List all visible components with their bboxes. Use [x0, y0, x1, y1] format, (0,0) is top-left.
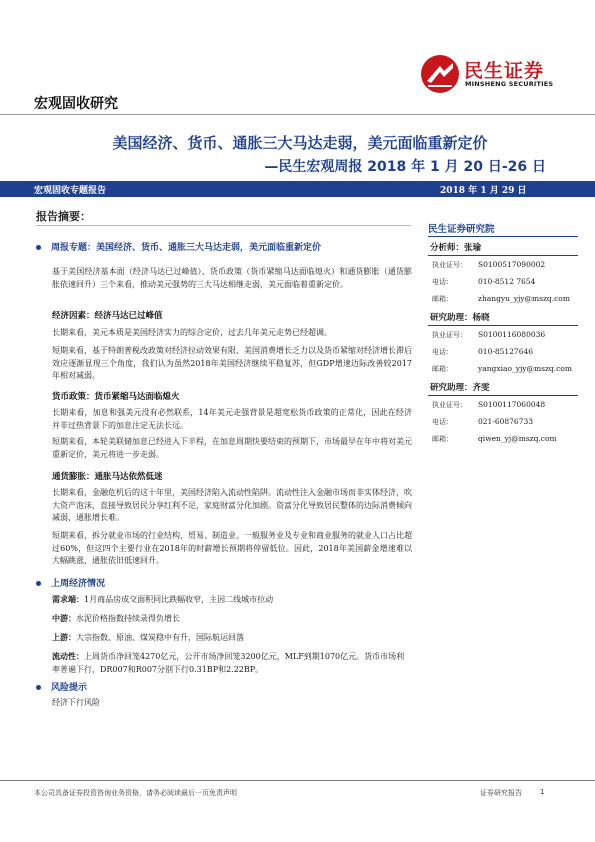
assistant-1-divider — [428, 325, 578, 326]
summary-heading: 报告摘要： — [36, 210, 91, 223]
report-subtitle: —民生宏观周报 2018 年 1 月 20 日-26 日 — [264, 159, 546, 175]
midstream-key: 中游： — [52, 613, 76, 623]
bullet-dot-icon — [36, 245, 41, 250]
inflation-paragraph-1: 长期来看，金融危机后的这十年里，美国经济陷入流动性陷阱。流动性注入金融市场而非实体经济，吹大资产泡沫，直接导致居民分享红利不足，家庭财富分化加剧。资富分化导致居民整体的边际消费倾向减弱，通胀增长难。 — [52, 488, 412, 522]
upstream-key: 上游： — [52, 632, 76, 642]
liquidity-key: 流动性： — [52, 651, 84, 661]
header-divider — [0, 114, 595, 115]
weekly-bullet-text: 上周经济情况 — [51, 579, 106, 589]
report-title: 美国经济、货币、通胀三大马达走弱，美元面临重新定价 — [112, 134, 488, 152]
assistant-1-cert: S0100116080036 — [478, 330, 546, 339]
minsheng-logo — [420, 54, 580, 94]
minsheng-logo-icon — [420, 54, 460, 94]
topic-bullet-text: 周报专题：美国经济、货币、通胀三大马达走弱，美元面临重新定价 — [51, 243, 322, 253]
assistant-2-mail-key: 邮箱： — [432, 435, 453, 443]
risk-bullet — [36, 680, 411, 693]
analyst-tel: 010-8512 7654 — [478, 277, 536, 286]
demand-value: 1月商品房成交面积同比跌幅收窄，主因二线城市拉动 — [84, 595, 274, 604]
bullet-dot-icon — [36, 685, 41, 690]
report-date: 2018 年 1 月 29 日 — [440, 186, 527, 196]
assistant-2-divider — [428, 395, 578, 396]
bullet-dot-icon — [36, 581, 41, 586]
assistant-2-cert-key: 执业证号： — [432, 401, 467, 409]
topic-bullet — [36, 240, 411, 253]
analyst-mail[interactable]: zhangyu_yjy@mszq.com — [478, 294, 570, 303]
assistant-1-mail[interactable]: yangxiao_yjy@mszq.com — [478, 364, 572, 373]
footer-divider — [0, 780, 595, 781]
research-institute-title: 民生证券研究院 — [428, 224, 495, 235]
logo-cn-text: 民生证券 — [464, 60, 545, 82]
summary-divider — [36, 225, 411, 226]
midstream-value: 水泥价格指数持续录得负增长 — [76, 614, 180, 623]
upstream-line — [52, 631, 412, 645]
economy-subtitle: 经济因素：经济马达已过峰值 — [52, 311, 163, 321]
disclaimer-note: 本公司具备证券投资咨询业务资格，请务必阅读最后一页免责声明 — [34, 789, 237, 797]
analyst-mail-key: 邮箱： — [432, 295, 453, 303]
midstream-line — [52, 612, 412, 626]
weekly-bullet — [36, 576, 411, 589]
monetary-paragraph-2: 短期来看，本轮美联储加息已经进入下半程，在加息周期快要结束的预期下，市场最早在年中将对美元重新定价，美元将进一步走弱。 — [52, 437, 412, 459]
assistant-1-tel: 010-85127646 — [478, 347, 534, 356]
assistant-1-tel-key: 电话： — [432, 348, 453, 356]
analyst-cert: S0100517090002 — [478, 260, 546, 269]
monetary-subtitle: 货币政策：货币紧缩马达面临熄火 — [52, 392, 180, 402]
report-type-label: 宏观固收专题报告 — [34, 186, 107, 196]
analyst-divider — [428, 255, 578, 256]
analyst-tel-key: 电话： — [432, 278, 453, 286]
intro-paragraph: 基于美国经济基本面（经济马达已过峰值）、货币政策（货币紧缩马达面临熄火）和通货膨胀（通货膨胀依速回升）三个来看，推动美元强势的三大马达相继走弱，美元面临着重新定价。 — [52, 267, 412, 289]
risk-text: 经济下行风险 — [52, 698, 100, 707]
assistant-2-mail[interactable]: qiwen_yj@mszq.com — [478, 434, 557, 443]
assistant-1-cert-key: 执业证号： — [432, 331, 467, 339]
page-number: 1 — [540, 788, 545, 796]
analyst-role: 分析师：张瑜 — [430, 243, 482, 253]
analyst-cert-key: 执业证号： — [432, 261, 467, 269]
assistant-2-tel-key: 电话： — [432, 418, 453, 426]
demand-key: 需求端： — [52, 594, 84, 604]
assistant-2-cert: S0100117060048 — [478, 400, 546, 409]
economy-paragraph-2: 短期来看，基于特朗普税改政策对经济拉动效果有限、美国消费增长乏力以及货币紧缩对经济增长滞后效应逐渐显现三个角度，我们认为虽然2018年美国经济继续平稳复苏，但GDP增速边际改善较2017年相对减弱。 — [52, 346, 412, 380]
risk-bullet-text: 风险提示 — [51, 683, 88, 693]
assistant-1-role: 研究助理：杨晓 — [430, 313, 490, 323]
assistant-1-mail-key: 邮箱： — [432, 365, 453, 373]
inflation-paragraph-2: 短期来看，拆分就业市场的行业结构，贸易、制造业、一般服务业及专业和商业服务的就业人口占比超过60%，但这四个主要行业在2018年的时薪增长预期将停留低位。因此，2018年美国薪金增速难以大幅跳涨，通胀依旧低速回升。 — [52, 531, 412, 565]
liquidity-line — [52, 650, 412, 676]
inflation-subtitle: 通货膨胀：通胀马达依然低迷 — [52, 472, 163, 482]
monetary-paragraph-1: 长期来看，加息和强美元没有必然联系，14年美元走强背景是超宽松货币政策的正常化，因此在经济并非过热背景下的加息注定无法长远。 — [52, 408, 412, 430]
logo-en-text: MINSHENG SECURITIES — [465, 80, 554, 88]
report-type-footer: 证券研究报告 — [480, 789, 522, 797]
upstream-value: 大宗指数、原油、煤炭稳中有升，国际航运回落 — [76, 633, 244, 642]
economy-paragraph-1: 长期来看，美元本质是美国经济实力的综合定价，过去几年美元走势已经超调。 — [52, 328, 332, 337]
demand-line — [52, 593, 412, 607]
team-divider — [428, 236, 578, 237]
assistant-2-role: 研究助理：齐雯 — [430, 383, 490, 393]
liquidity-value: 上周货币净回笼4270亿元，公开市场净回笼3200亿元，MLF到期1070亿元。货币市场利率普遍下行，DR007和R007分别下行0.31BP和2.22BP。 — [52, 652, 405, 674]
assistant-2-tel: 021-60876733 — [478, 417, 534, 426]
report-category: 宏观固收研究 — [34, 96, 118, 112]
